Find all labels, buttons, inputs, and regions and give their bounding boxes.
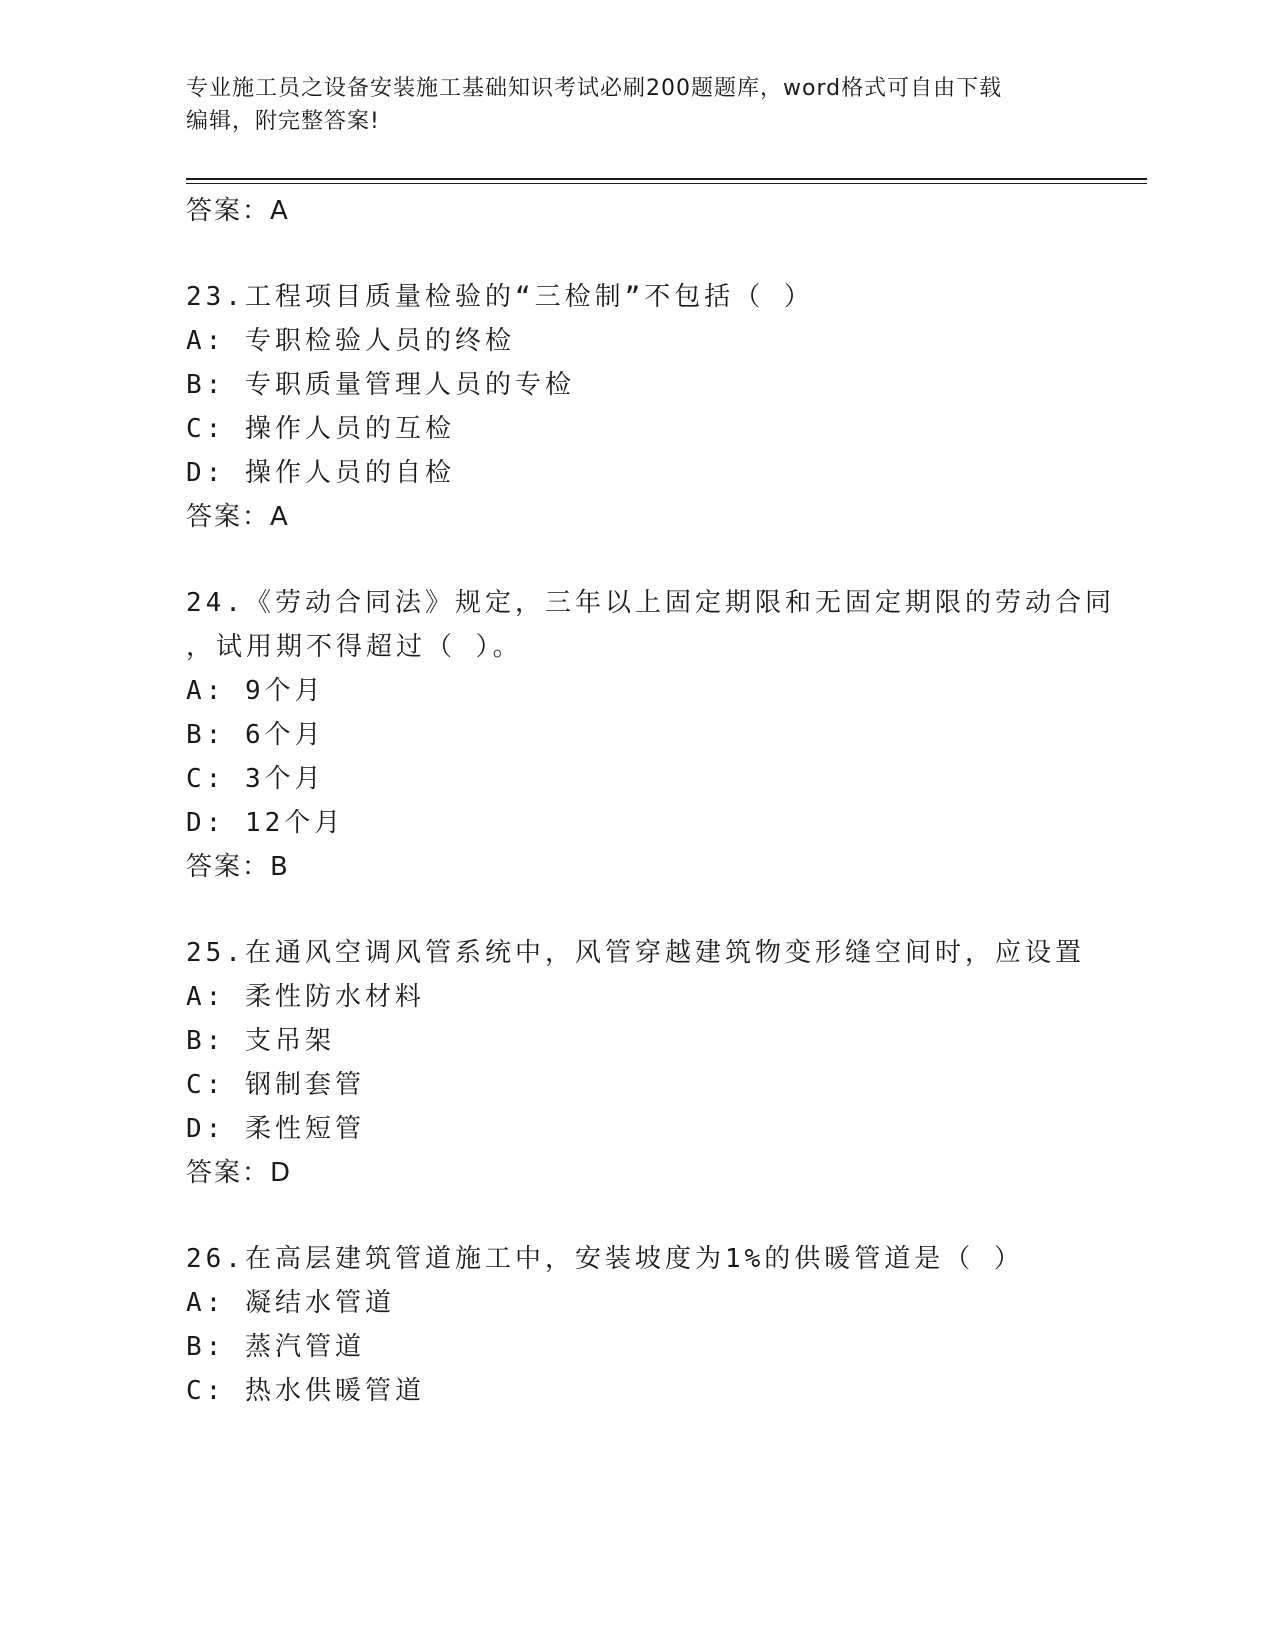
question-24-option-d: D: 12个月 [186,808,345,838]
question-24-answer: 答案：B [186,852,290,882]
question-25-answer: 答案：D [186,1158,293,1188]
question-26-stem: 26.在高层建筑管道施工中，安装坡度为1%的供暖管道是（ ） [186,1244,1024,1274]
header-divider-thick [186,178,1147,180]
question-24-stem-cont: ，试用期不得超过（ ）。 [186,632,523,662]
question-23-answer: 答案：A [186,502,290,532]
header-divider-thin [186,183,1147,184]
question-26-option-b: B: 蒸汽管道 [186,1332,365,1362]
question-23-option-a: A: 专职检验人员的终检 [186,326,515,356]
question-25-option-c: C: 钢制套管 [186,1070,365,1100]
question-23-stem: 23.工程项目质量检验的“三检制”不包括（ ） [186,282,814,312]
header-line-1: 专业施工员之设备安装施工基础知识考试必刷200题题库，word格式可自由下载 [186,76,1003,101]
question-24-option-a: A: 9个月 [186,676,325,706]
answer-prev: 答案：A [186,196,290,226]
question-23-option-b: B: 专职质量管理人员的专检 [186,370,575,400]
question-25-option-b: B: 支吊架 [186,1026,335,1056]
question-25-stem: 25.在通风空调风管系统中，风管穿越建筑物变形缝空间时，应设置 [186,938,1085,968]
question-23-option-c: C: 操作人员的互检 [186,414,455,444]
question-24-option-c: C: 3个月 [186,764,325,794]
question-24-option-b: B: 6个月 [186,720,325,750]
question-25-option-a: A: 柔性防水材料 [186,982,425,1012]
header-line-2: 编辑，附完整答案! [186,109,380,134]
question-23-option-d: D: 操作人员的自检 [186,458,455,488]
question-25-option-d: D: 柔性短管 [186,1114,365,1144]
question-26-option-c: C: 热水供暖管道 [186,1376,425,1406]
document-header [186,72,1086,138]
question-26-option-a: A: 凝结水管道 [186,1288,395,1318]
question-24-stem: 24.《劳动合同法》规定，三年以上固定期限和无固定期限的劳动合同 [186,588,1115,618]
